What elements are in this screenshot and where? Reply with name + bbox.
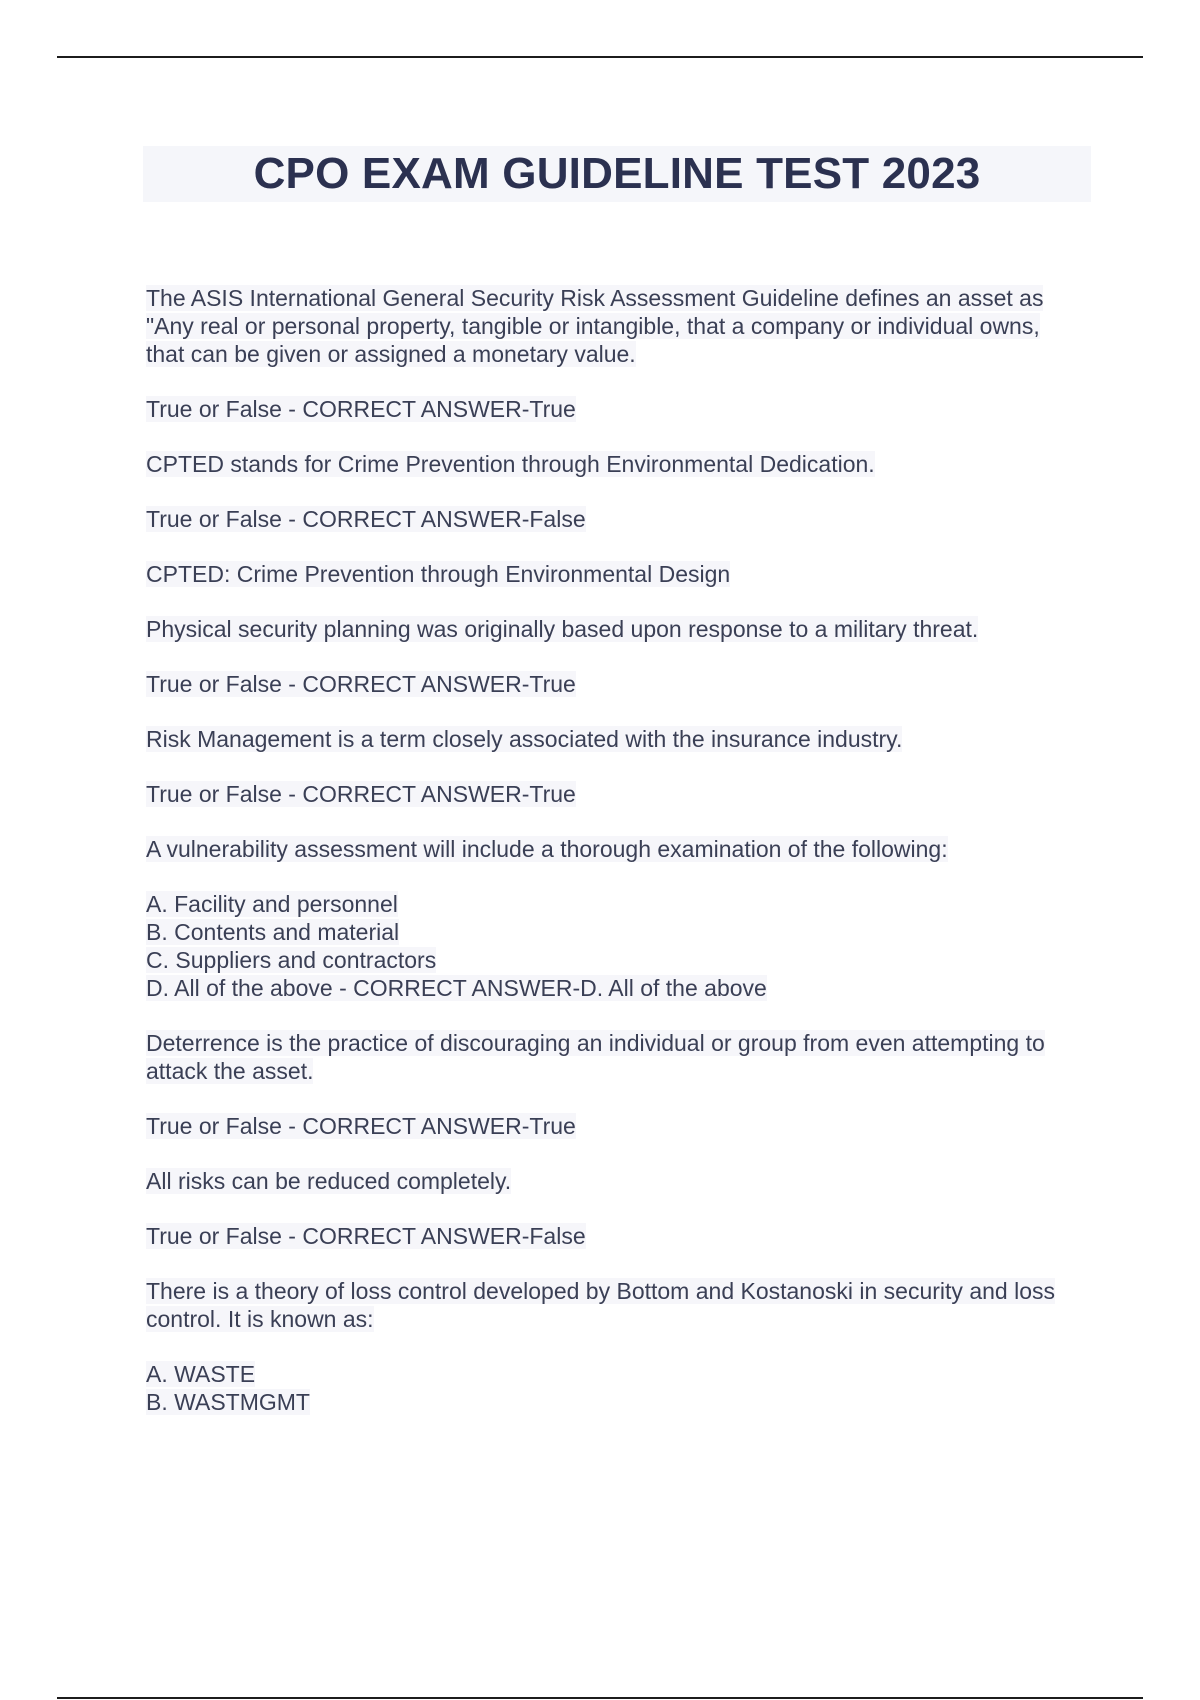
answer-options-list [146, 890, 1081, 1002]
paragraph-text: The ASIS International General Security Risk Assessment Guideline defines an asset as "Any real or personal property, tangible or intangible, that a company or individual owns, that can be given or assigned a monetary value. [146, 285, 1044, 367]
paragraph-text: CPTED: Crime Prevention through Environmental Design [146, 561, 731, 587]
answer-option [146, 946, 1081, 974]
paragraph [146, 1222, 1081, 1250]
paragraph [146, 395, 1081, 423]
paragraph [146, 780, 1081, 808]
paragraph [146, 1112, 1081, 1140]
document-body [146, 284, 1081, 1443]
paragraph-text: True or False - CORRECT ANSWER-True [146, 396, 576, 422]
paragraph-text: True or False - CORRECT ANSWER-True [146, 1113, 576, 1139]
paragraph-text: Physical security planning was originally based upon response to a military threat. [146, 616, 979, 642]
paragraph [146, 670, 1081, 698]
answer-option [146, 1360, 1081, 1388]
paragraph [146, 835, 1081, 863]
paragraph-text: CPTED stands for Crime Prevention through Environmental Dedication. [146, 451, 875, 477]
paragraph-text: There is a theory of loss control developed by Bottom and Kostanoski in security and loss control. It is known as: [146, 1278, 1055, 1332]
answer-option-text: B. WASTMGMT [146, 1389, 310, 1415]
answer-options-list [146, 1360, 1081, 1416]
answer-option [146, 918, 1081, 946]
page-title: CPO EXAM GUIDELINE TEST 2023 [253, 149, 981, 198]
top-divider [57, 56, 1143, 58]
paragraph-text: Deterrence is the practice of discouraging an individual or group from even attempting to attack the asset. [146, 1030, 1045, 1084]
answer-option [146, 890, 1081, 918]
answer-option-text: A. Facility and personnel [146, 891, 398, 917]
answer-option-text: D. All of the above - CORRECT ANSWER-D. All of the above [146, 975, 767, 1001]
paragraph [146, 1167, 1081, 1195]
paragraph-text: True or False - CORRECT ANSWER-False [146, 1223, 586, 1249]
paragraph-text: True or False - CORRECT ANSWER-False [146, 506, 586, 532]
paragraph [146, 725, 1081, 753]
paragraph [146, 560, 1081, 588]
bottom-divider [57, 1697, 1143, 1699]
answer-option-text: A. WASTE [146, 1361, 256, 1387]
paragraph [146, 1029, 1081, 1085]
answer-option [146, 974, 1081, 1002]
answer-option-text: B. Contents and material [146, 919, 400, 945]
answer-option [146, 1388, 1081, 1416]
paragraph [146, 1277, 1081, 1333]
paragraph [146, 284, 1081, 368]
paragraph [146, 615, 1081, 643]
paragraph-text: True or False - CORRECT ANSWER-True [146, 671, 576, 697]
paragraph [146, 505, 1081, 533]
paragraph [146, 450, 1081, 478]
paragraph-text: Risk Management is a term closely associated with the insurance industry. [146, 726, 903, 752]
paragraph-text: All risks can be reduced completely. [146, 1168, 512, 1194]
paragraph-text: A vulnerability assessment will include a thorough examination of the following: [146, 836, 948, 862]
answer-option-text: C. Suppliers and contractors [146, 947, 437, 973]
paragraph-text: True or False - CORRECT ANSWER-True [146, 781, 576, 807]
